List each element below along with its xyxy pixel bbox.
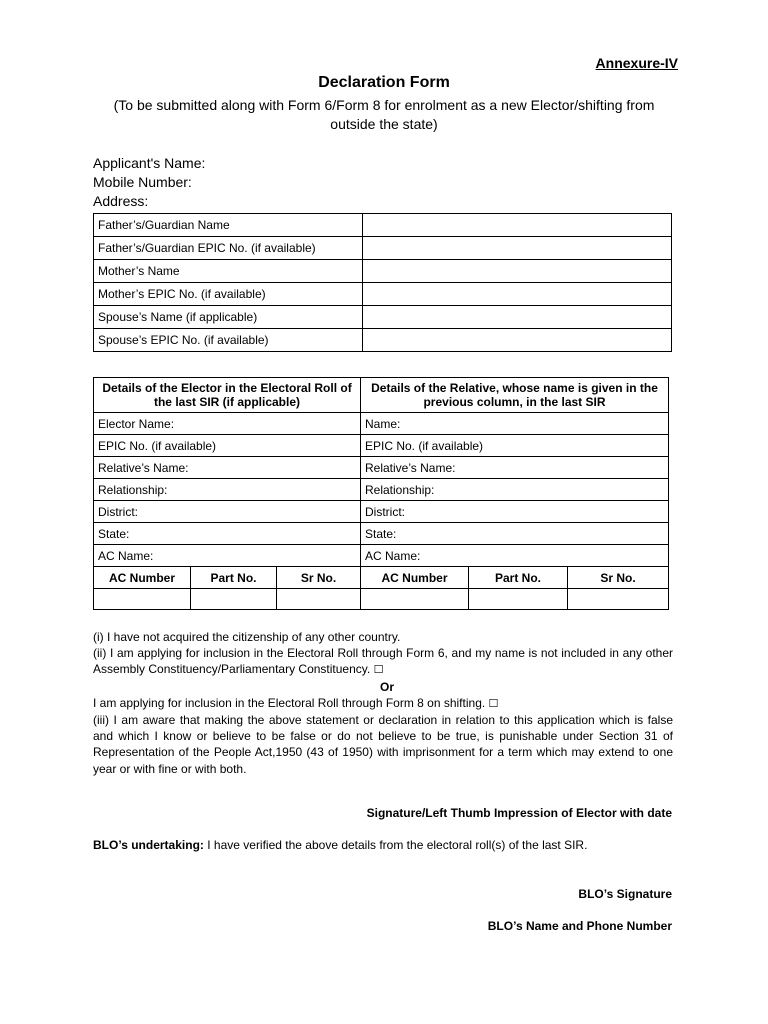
annexure-label: Annexure-IV xyxy=(595,55,678,71)
elector-relationship-cell[interactable]: Relationship: xyxy=(94,479,361,501)
elector-sr-no-header: Sr No. xyxy=(277,567,361,589)
declaration-point-ii xyxy=(93,645,673,678)
relative-part-no-header: Part No. xyxy=(469,567,568,589)
table-row xyxy=(94,260,672,283)
declaration-form8 xyxy=(93,695,673,712)
form-title: Declaration Form xyxy=(318,74,450,91)
table-row xyxy=(94,589,669,610)
fathers-name-label: Father’s/Guardian Name xyxy=(94,214,363,237)
relative-name-cell[interactable]: Name: xyxy=(361,413,669,435)
declaration-point-ii-text: (ii) I am applying for inclusion in the Electoral Roll through Form 6, and my name is not included in any other Assembly Constituency/Parliamentary Constituency. xyxy=(93,646,673,677)
fathers-epic-label: Father’s/Guardian EPIC No. (if available) xyxy=(94,237,363,260)
family-details-table xyxy=(93,213,672,352)
table-row xyxy=(94,545,669,567)
blo-undertaking xyxy=(93,838,587,852)
applicant-details xyxy=(93,154,205,211)
relative-state-cell[interactable]: State: xyxy=(361,523,669,545)
table-row xyxy=(94,329,672,352)
elector-signature-label: Signature/Left Thumb Impression of Elector with date xyxy=(366,806,672,820)
blo-undertaking-text: I have verified the above details from the electoral roll(s) of the last SIR. xyxy=(203,838,588,852)
mothers-name-field[interactable] xyxy=(363,260,672,283)
fathers-epic-field[interactable] xyxy=(363,237,672,260)
table-row xyxy=(94,501,669,523)
blo-signature-label: BLO’s Signature xyxy=(578,887,672,901)
form-subtitle: (To be submitted along with Form 6/Form 8 for enrolment as a new Elector/shifting from outside the state) xyxy=(113,97,655,132)
declaration-form8-text: I am applying for inclusion in the Electoral Roll through Form 8 on shifting. xyxy=(93,695,486,710)
sir-details-table xyxy=(93,377,669,610)
relative-relatives-name-cell[interactable]: Relative’s Name: xyxy=(361,457,669,479)
relative-part-no-field[interactable] xyxy=(469,589,568,610)
elector-name-cell[interactable]: Elector Name: xyxy=(94,413,361,435)
elector-part-no-header: Part No. xyxy=(191,567,277,589)
table-row xyxy=(94,214,672,237)
elector-part-no-field[interactable] xyxy=(191,589,277,610)
form6-checkbox[interactable]: ☐ xyxy=(373,664,384,677)
mothers-name-label: Mother’s Name xyxy=(94,260,363,283)
declaration-section xyxy=(93,629,673,777)
spouses-epic-field[interactable] xyxy=(363,329,672,352)
declaration-point-iii: (iii) I am aware that making the above statement or declaration in relation to this application which is false and which I know or believe to be false or do not believe to be true, is punishable under Section 31 of Representation of the People Act,1950 (43 of 1950) with imprisonment for a term which may extend to one year or with fine or with both. xyxy=(93,713,673,776)
elector-sr-no-field[interactable] xyxy=(277,589,361,610)
table-row xyxy=(94,479,669,501)
table-row xyxy=(94,435,669,457)
relative-ac-number-header: AC Number xyxy=(361,567,469,589)
table-subheader-row xyxy=(94,567,669,589)
spouses-name-field[interactable] xyxy=(363,306,672,329)
elector-epic-cell[interactable]: EPIC No. (if available) xyxy=(94,435,361,457)
table-header-row xyxy=(94,378,669,413)
declaration-point-i: (i) I have not acquired the citizenship of any other country. xyxy=(93,630,401,644)
relative-details-header: Details of the Relative, whose name is given in the previous column, in the last SIR xyxy=(361,378,669,413)
spouses-name-label: Spouse’s Name (if applicable) xyxy=(94,306,363,329)
address-label: Address: xyxy=(93,193,149,209)
table-row xyxy=(94,413,669,435)
relative-epic-cell[interactable]: EPIC No. (if available) xyxy=(361,435,669,457)
elector-ac-number-header: AC Number xyxy=(94,567,191,589)
elector-state-cell[interactable]: State: xyxy=(94,523,361,545)
table-row xyxy=(94,306,672,329)
table-row xyxy=(94,237,672,260)
mothers-epic-label: Mother’s EPIC No. (if available) xyxy=(94,283,363,306)
mobile-number-label: Mobile Number: xyxy=(93,174,192,190)
mothers-epic-field[interactable] xyxy=(363,283,672,306)
fathers-name-field[interactable] xyxy=(363,214,672,237)
relative-district-cell[interactable]: District: xyxy=(361,501,669,523)
table-row xyxy=(94,283,672,306)
relative-ac-name-cell[interactable]: AC Name: xyxy=(361,545,669,567)
spouses-epic-label: Spouse’s EPIC No. (if available) xyxy=(94,329,363,352)
elector-ac-number-field[interactable] xyxy=(94,589,191,610)
table-row xyxy=(94,523,669,545)
elector-ac-name-cell[interactable]: AC Name: xyxy=(94,545,361,567)
blo-name-phone-label: BLO’s Name and Phone Number xyxy=(487,919,672,933)
form8-checkbox[interactable]: ☐ xyxy=(488,697,499,710)
relative-relationship-cell[interactable]: Relationship: xyxy=(361,479,669,501)
blo-undertaking-label: BLO’s undertaking: xyxy=(93,838,204,852)
or-separator: Or xyxy=(379,679,394,694)
applicant-name-label: Applicant's Name: xyxy=(93,155,206,171)
relative-sr-no-field[interactable] xyxy=(568,589,669,610)
elector-details-header: Details of the Elector in the Electoral Roll of the last SIR (if applicable) xyxy=(94,378,361,413)
relative-sr-no-header: Sr No. xyxy=(568,567,669,589)
elector-relatives-name-cell[interactable]: Relative’s Name: xyxy=(94,457,361,479)
table-row xyxy=(94,457,669,479)
elector-district-cell[interactable]: District: xyxy=(94,501,361,523)
relative-ac-number-field[interactable] xyxy=(361,589,469,610)
